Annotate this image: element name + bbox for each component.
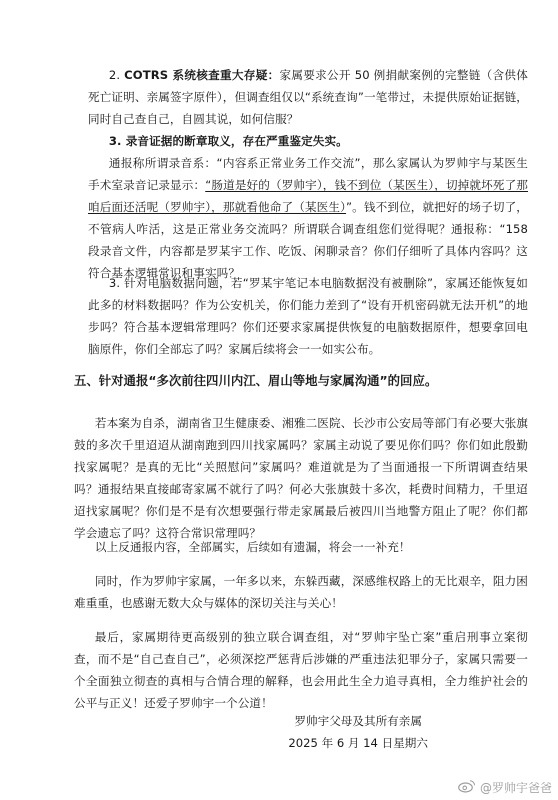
signature-block — [288, 710, 428, 754]
recording-intro: 通报称所谓录音系：“内容系正常业务工作交流”，那么家属认为罗帅宇与某医生手术室录音记录显示： — [88, 156, 528, 192]
paragraph-trips: 若本案为自杀，湖南省卫生健康委、湘雅二医院、长沙市公安局等部门有必要大张旗鼓的多次千里迢迢从湖南跑到四川找家属吗？家属主动说了要见你们吗？你们如此殷勤找家属呢？是真的无比“关照慰问”家属吗？难道就是为了当面通报一下所谓调查结果吗？通报结果直接邮寄家属不就行了吗？何必大张旗鼓十多次，耗费时间精力，千里迢迢找家属呢？你们是不是有次想要强行带走家属最后被四川当地警方阻止了呢？你们都学会遗忘了吗？这符合常识常理吗？ — [74, 416, 528, 540]
recording-heading — [88, 130, 528, 152]
item-number: 2. — [108, 68, 121, 82]
signature-date: 2025 年 6 月 14 日星期六 — [288, 736, 428, 750]
item-number: 3. — [108, 134, 122, 148]
cotrs-text: 家属要求公开 50 例捐献案例的完整链（含供体死亡证明、亲属签字原件），但调查组仅以“系统查询”一笔带过，未提供原始证据链，同时自己查自己，自圆其说，如何信服？ — [88, 68, 528, 126]
signature-name: 罗帅宇父母及其所有亲属 — [294, 714, 422, 728]
paragraph-computer-data: 3. 针对电脑数据问题，若“罗某宇笔记本电脑数据没有被删除”，家属还能恢复如此多的材料数据吗？作为公安机关，你们能力差到了“设有开机密码就无法开机”的地步吗？符合基本逻辑常理吗？你们还要求家属提供恢复的电脑数据原件，想要拿回电脑原件，你们全部忘了吗？家属后续将会一一如实公布。 — [88, 276, 528, 356]
section-five-heading: 五、针对通报“多次前往四川内江、眉山等地与家属沟通”的回应。 — [74, 373, 438, 388]
paragraph-summary: 以上反通报内容，全部属实，后续如有遗漏，将会一一补充！ — [94, 540, 411, 554]
paragraph-final: 最后，家属期待更高级别的独立联合调查组，对“罗帅宇坠亡案”重启刑事立案彻查，而不是“自己查自己”，必须深挖严惩背后涉嫌的严重违法犯罪分子，家属只需要一个全面独立彻查的真相与合情合理的解释，也会用此生全力追寻真相，全力维护社会的公平与正义！还爱子罗帅宇一个公道！ — [74, 630, 528, 710]
weibo-icon — [458, 779, 476, 796]
paragraph-cotrs — [88, 64, 528, 130]
recording-analysis: ”。钱不到位，就把好的场子切了，不管病人咋活，这是正常业务交流吗？所谓联合调查组您们觉得呢？通报称：“158 段录音文件，内容都是罗某宇工作、吃饭、闲聊录音？你们仔细听了具体内容吗？这符合基本逻辑常识和事实吗？ — [88, 200, 529, 280]
recording-quote: “肠道是好的（罗帅宇），钱不到位（某医生），切掉就坏死了那咱后面还活呢（罗帅宇），那就看他命了（某医生） — [88, 178, 528, 214]
recording-title: 录音证据的断章取义，存在严重鉴定失实。 — [125, 134, 348, 148]
watermark-text: @罗帅宇爸爸 — [479, 781, 552, 795]
paragraph-thanks: 同时，作为罗帅宇家属，一年多以来，东躲西藏，深感维权路上的无比艰辛，阻力困难重重，也感谢无数大众与媒体的深切关注与关心！ — [74, 574, 528, 610]
paragraph-recording — [88, 152, 528, 284]
watermark — [458, 779, 552, 796]
cotrs-heading: COTRS 系统核查重大存疑： — [124, 68, 280, 82]
